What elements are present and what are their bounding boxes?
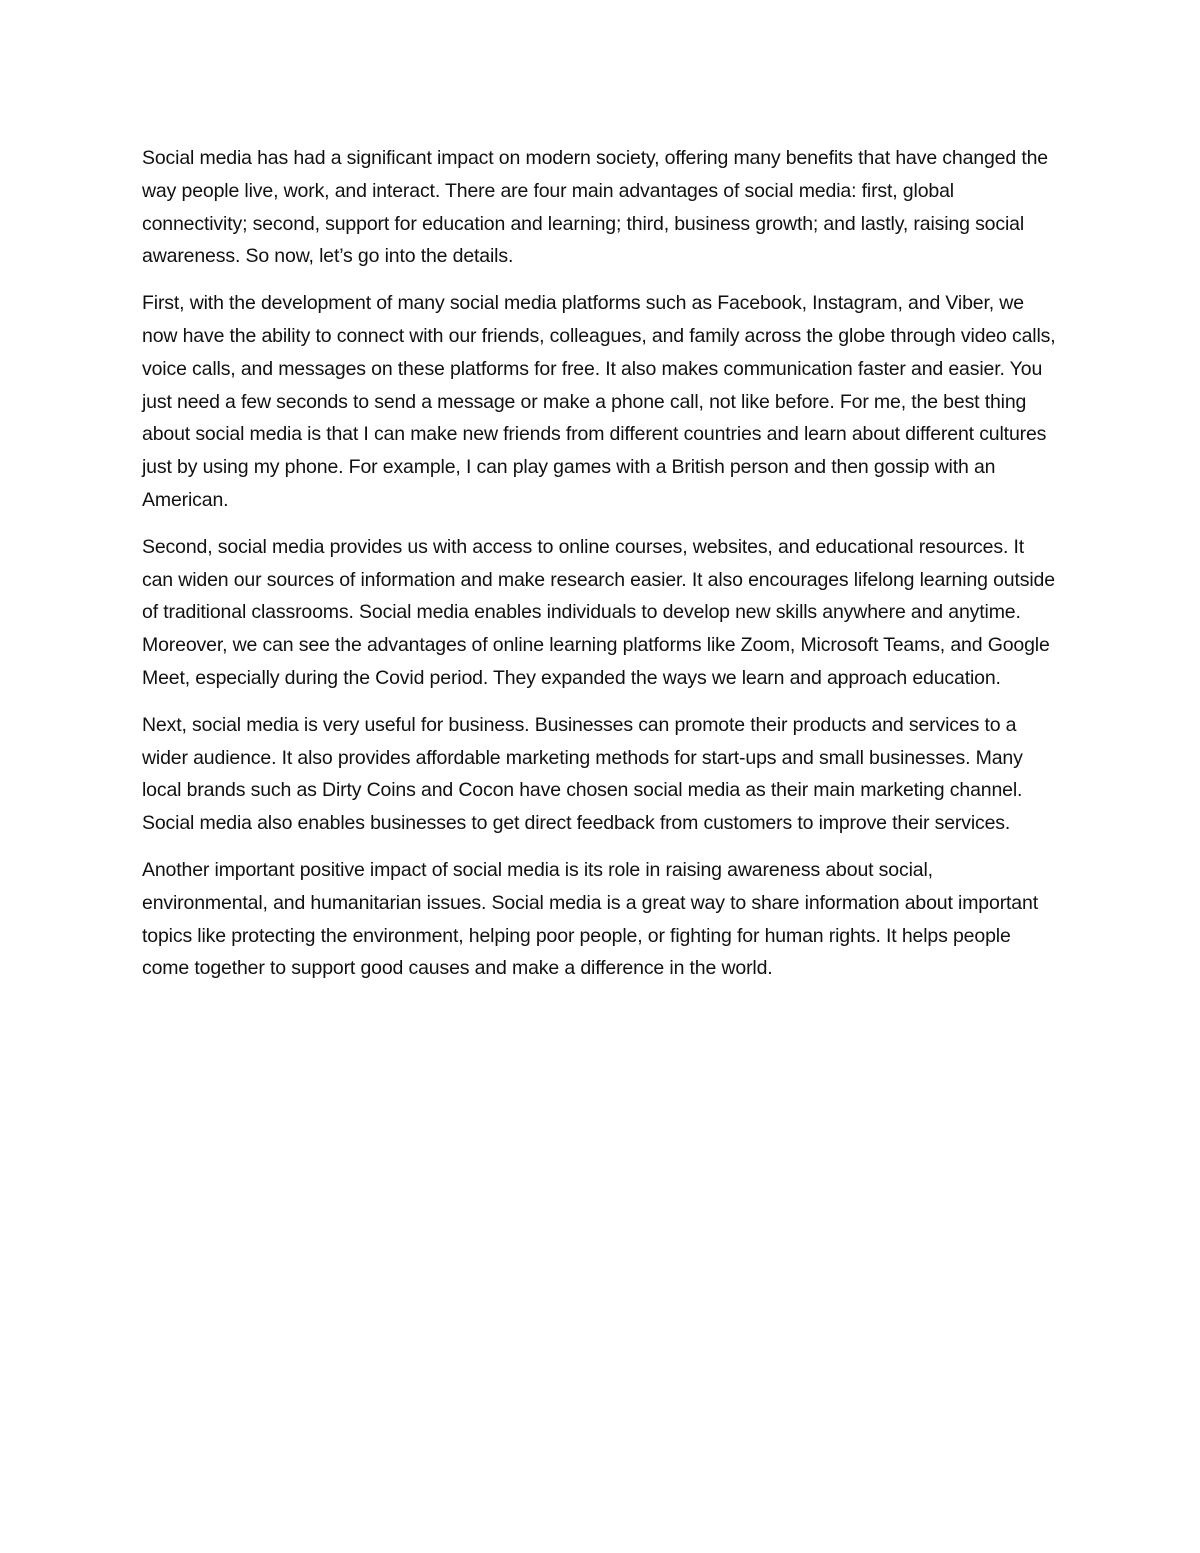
- paragraph-global-connectivity: First, with the development of many social media platforms such as Facebook, Instagram, and Viber, we now have the ability to connect with our friends, colleagues, and family across the globe through video calls, voice calls, and messages on these platforms for free. It also makes communication faster and easier. You just need a few seconds to send a message or make a phone call, not like before. For me, the best thing about social media is that I can make new friends from different countries and learn about different cultures just by using my phone. For example, I can play games with a British person and then gossip with an American.: [142, 292, 1056, 511]
- document-body: [142, 142, 1060, 999]
- paragraph-education: Second, social media provides us with access to online courses, websites, and educational resources. It can widen our sources of information and make research easier. It also encourages lifelong learning outside of traditional classrooms. Social media enables individuals to develop new skills anywhere and anytime. Moreover, we can see the advantages of online learning platforms like Zoom, Microsoft Teams, and Google Meet, especially during the Covid period. They expanded the ways we learn and approach education.: [142, 535, 1055, 689]
- paragraph-social-awareness: Another important positive impact of social media is its role in raising awareness about social, environmental, and humanitarian issues. Social media is a great way to share information about important topics like protecting the environment, helping poor people, or fighting for human rights. It helps people come together to support good causes and make a difference in the world.: [142, 858, 1038, 980]
- paragraph-introduction: Social media has had a significant impact on modern society, offering many benefits that have changed the way people live, work, and interact. There are four main advantages of social media: first, global connectivity; second, support for education and learning; third, business growth; and lastly, raising social awareness. So now, let’s go into the details.: [142, 147, 1048, 268]
- paragraph-business: Next, social media is very useful for business. Businesses can promote their products and services to a wider audience. It also provides affordable marketing methods for start-ups and small businesses. Many local brands such as Dirty Coins and Cocon have chosen social media as their main marketing channel. Social media also enables businesses to get direct feedback from customers to improve their services.: [142, 713, 1023, 835]
